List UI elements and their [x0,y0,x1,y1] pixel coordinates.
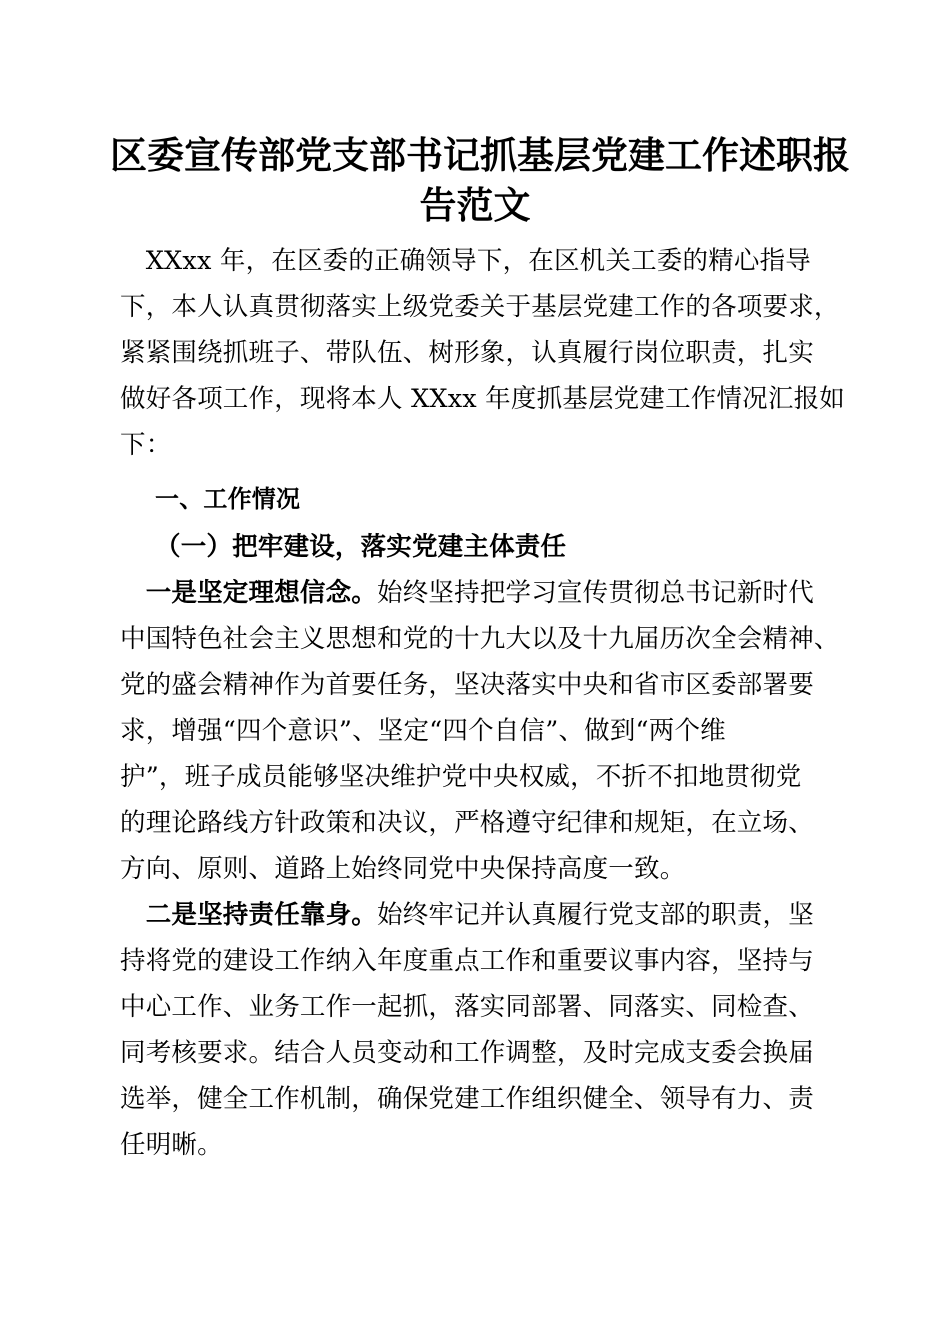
section-heading-work-status: 一、工作情况 [155,485,301,513]
intro-line: 下： [120,430,172,460]
subsection-heading-1: （一）把牢建设，落实党建主体责任 [155,532,567,562]
paragraph-line: 同考核要求。结合人员变动和工作调整，及时完成支委会换届 [120,1038,814,1068]
paragraph-responsibility [120,892,820,1168]
intro-line: XXxx 年，在区委的正确领导下，在区机关工委的精心指导 [120,246,811,276]
paragraph-line: 求，增强“四个意识”、坚定“四个自信”、做到“两个维 [120,716,726,746]
paragraph-line: 选举，健全工作机制，确保党建工作组织健全、领导有力、责 [120,1084,814,1114]
document-body [120,238,845,1168]
paragraph-line: 任明晰。 [120,1130,223,1160]
paragraph-first-line [120,892,820,938]
paragraph-first-line-text: 始终牢记并认真履行党支部的职责，坚 [377,900,814,930]
title-line-1: 区委宣传部党支部书记抓基层党建工作述职报 [110,133,850,177]
title-line-2: 告范文 [419,183,531,227]
intro-line: 做好各项工作，现将本人 XXxx 年度抓基层党建工作情况汇报如 [120,384,845,414]
paragraph-ideals [120,570,840,892]
paragraph-first-line [120,570,820,616]
paragraph-line: 中心工作、业务工作一起抓，落实同部署、同落实、同检查、 [120,992,814,1022]
paragraph-lead: 二是坚持责任靠身。 [145,900,378,930]
intro-line: 下，本人认真贯彻落实上级党委关于基层党建工作的各项要求， [120,292,840,322]
paragraph-line: 党的盛会精神作为首要任务，坚决落实中央和省市区委部署要 [120,670,814,700]
paragraph-line: 中国特色社会主义思想和党的十九大以及十九届历次全会精神、 [120,624,840,654]
paragraph-first-line-text: 始终坚持把学习宣传贯彻总书记新时代 [377,578,814,608]
paragraph-line: 方向、原则、道路上始终同党中央保持高度一致。 [120,854,686,884]
paragraph-line: 护”，班子成员能够坚决维护党中央权威，不折不扣地贯彻党 [120,762,802,792]
paragraph-line: 持将党的建设工作纳入年度重点工作和重要议事内容，坚持与 [120,946,814,976]
paragraph-line: 的理论路线方针政策和决议，严格遵守纪律和规矩，在立场、 [120,808,814,838]
intro-line: 紧紧围绕抓班子、带队伍、树形象，认真履行岗位职责，扎实 [120,338,814,368]
document-title [110,130,850,230]
paragraph-lead: 一是坚定理想信念。 [145,578,378,608]
intro-paragraph [120,238,845,468]
